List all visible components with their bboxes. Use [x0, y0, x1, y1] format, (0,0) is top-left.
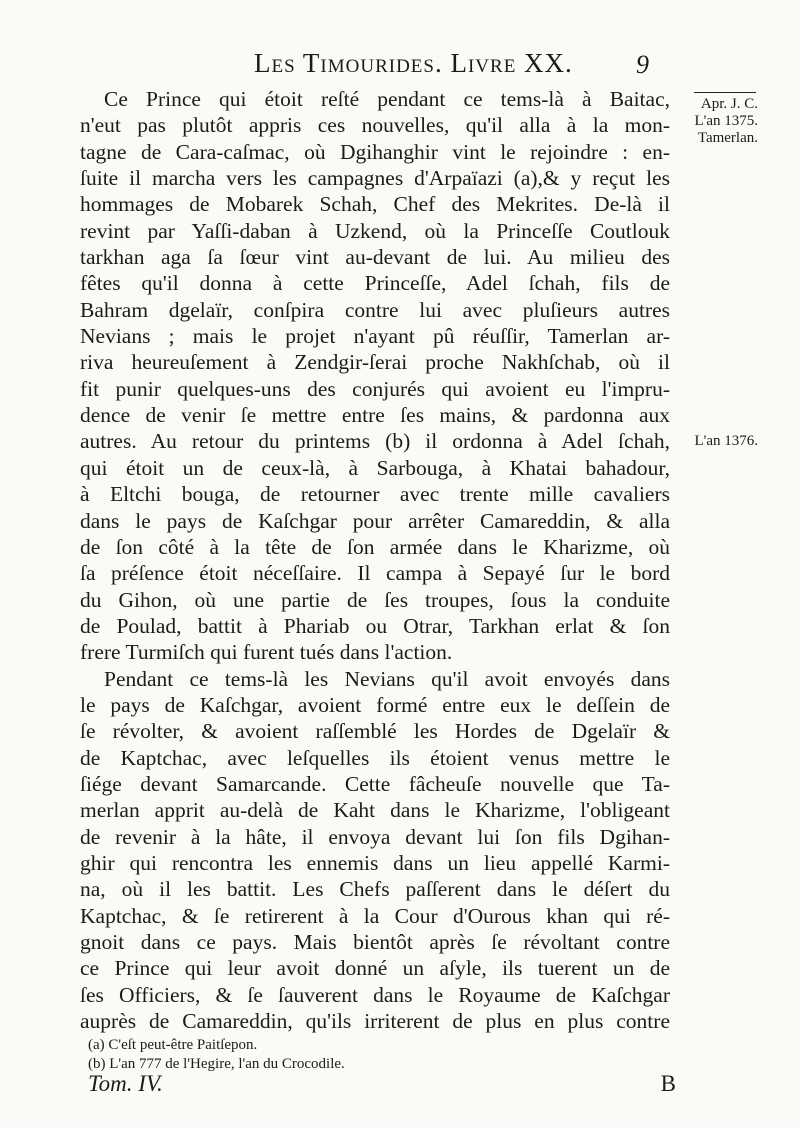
text-line: ghir qui rencontra les ennemis dans un lieu appellé Karmi-: [80, 850, 670, 875]
margin-rule: [694, 92, 756, 93]
text-line: auprès de Camareddin, qu'ils irriterent de plus en plus contre: [80, 1009, 670, 1034]
text-line: hommages de Mobarek Schah, Chef des Mekrites. De-là il: [80, 192, 670, 217]
page-number: 9: [636, 50, 649, 79]
footnote-b: (b) L'an 777 de l'Hegire, l'an du Crocodile.: [88, 1056, 345, 1072]
text-line: tarkhan aga ſa ſœur vint au-devant de lui. Au milieu des: [80, 245, 670, 270]
text-line: Pendant ce tems-là les Nevians qu'il avoit envoyés dans: [104, 666, 670, 691]
text-line: Ce Prince qui étoit reſté pendant ce tems-là à Baitac,: [104, 87, 670, 111]
text-line: à Eltchi bouga, de retourner avec trente mille cavaliers: [80, 482, 670, 507]
text-line: Nevians ; mais le projet n'ayant pû réuſſir, Tamerlan ar-: [80, 324, 670, 349]
text-line: ſuite il marcha vers les campagnes d'Arpaïazi (a),& y reçut les: [80, 166, 670, 191]
text-line: riva heureuſement à Zendgir-ſerai proche Nakhſchab, où il: [80, 350, 670, 375]
margin-note-1376: [678, 433, 758, 450]
margin-tamerlan: Tamerlan.: [697, 130, 758, 146]
volume-label: Tom. IV.: [88, 1071, 163, 1096]
margin-year-1375: L'an 1375.: [694, 113, 758, 129]
text-line: Bahram dgelaïr, conſpira contre lui avec pluſieurs autres: [80, 297, 670, 322]
signature-line: [88, 1071, 676, 1097]
margin-year-1376: L'an 1376.: [694, 433, 758, 449]
running-title: Les Timourides. Livre XX.: [254, 48, 573, 78]
text-line: dence de venir ſe mettre entre ſes mains, & pardonna aux: [80, 403, 670, 428]
text-line: ſes Officiers, & ſe ſauverent dans le Royaume de Kaſchgar: [80, 982, 670, 1007]
text-line: gnoit dans ce pays. Mais bientôt après ſe révoltant contre: [80, 930, 670, 954]
page-header: [0, 48, 800, 88]
text-line: le pays de Kaſchgar, avoient formé entre eux le deſſein de: [80, 692, 670, 717]
text-line: revint par Yaſſi-daban à Uzkend, où la Princeſſe Coutlouk: [80, 218, 670, 243]
body-text: [80, 86, 670, 1034]
text-line: fêtes qu'il donna à cette Princeſſe, Adel ſchah, fils de: [80, 271, 670, 296]
text-line: du Gihon, où une partie de ſes troupes, ſous la conduite: [80, 587, 670, 612]
text-line: ſa préſence étoit néceſſaire. Il campa à Sepayé ſur le bord: [80, 561, 670, 586]
text-line: de ſon côté à la tête de ſon armée dans le Kharizme, où: [80, 534, 670, 559]
footnotes: [88, 1036, 688, 1074]
text-line: qui étoit un de ceux-là, à Sarbouga, à Khatai bahadour,: [80, 455, 670, 480]
text-line: frere Turmiſch qui furent tués dans l'action.: [80, 640, 453, 665]
text-line: ſe révolter, & avoient raſſemblé les Hordes de Dgelaïr &: [80, 719, 670, 744]
text-line: de Kaptchac, avec leſquelles ils étoient venus mettre le: [80, 745, 670, 770]
margin-note-date: [678, 92, 758, 147]
footnote-a: (a) C'eſt peut-être Paitſepon.: [88, 1037, 258, 1053]
signature-mark: B: [660, 1071, 676, 1096]
text-line: ce Prince qui leur avoit donné un aſyle, ils tuerent un de: [80, 956, 670, 981]
text-line: na, où il les battit. Les Chefs paſſerent dans le déſert du: [80, 877, 670, 902]
text-line: tagne de Cara-caſmac, où Dgihanghir vint le rejoindre : en-: [80, 139, 670, 164]
text-line: fit punir quelques-uns des conjurés qui avoient eu l'impru-: [80, 376, 670, 401]
text-line: de Poulad, battit à Phariab ou Otrar, Tarkhan erlat & ſon: [80, 613, 670, 638]
text-line: n'eut pas plutôt appris ces nouvelles, qu'il alla à la mon-: [80, 113, 670, 138]
text-line: ſiége devant Samarcande. Cette fâcheuſe nouvelle que Ta-: [80, 771, 670, 796]
text-line: de revenir à la hâte, il envoya devant lui ſon fils Dgihan-: [80, 824, 670, 849]
text-line: dans le pays de Kaſchgar pour arrêter Camareddin, & alla: [80, 508, 670, 533]
text-line: merlan apprit au-delà de Kaht dans le Kharizme, l'obligeant: [80, 798, 670, 823]
text-line: Kaptchac, & ſe retirerent à la Cour d'Ourous khan qui ré-: [80, 903, 670, 928]
margin-apr-jc: Apr. J. C.: [700, 96, 758, 112]
text-line: autres. Au retour du printems (b) il ordonna à Adel ſchah,: [80, 429, 670, 454]
